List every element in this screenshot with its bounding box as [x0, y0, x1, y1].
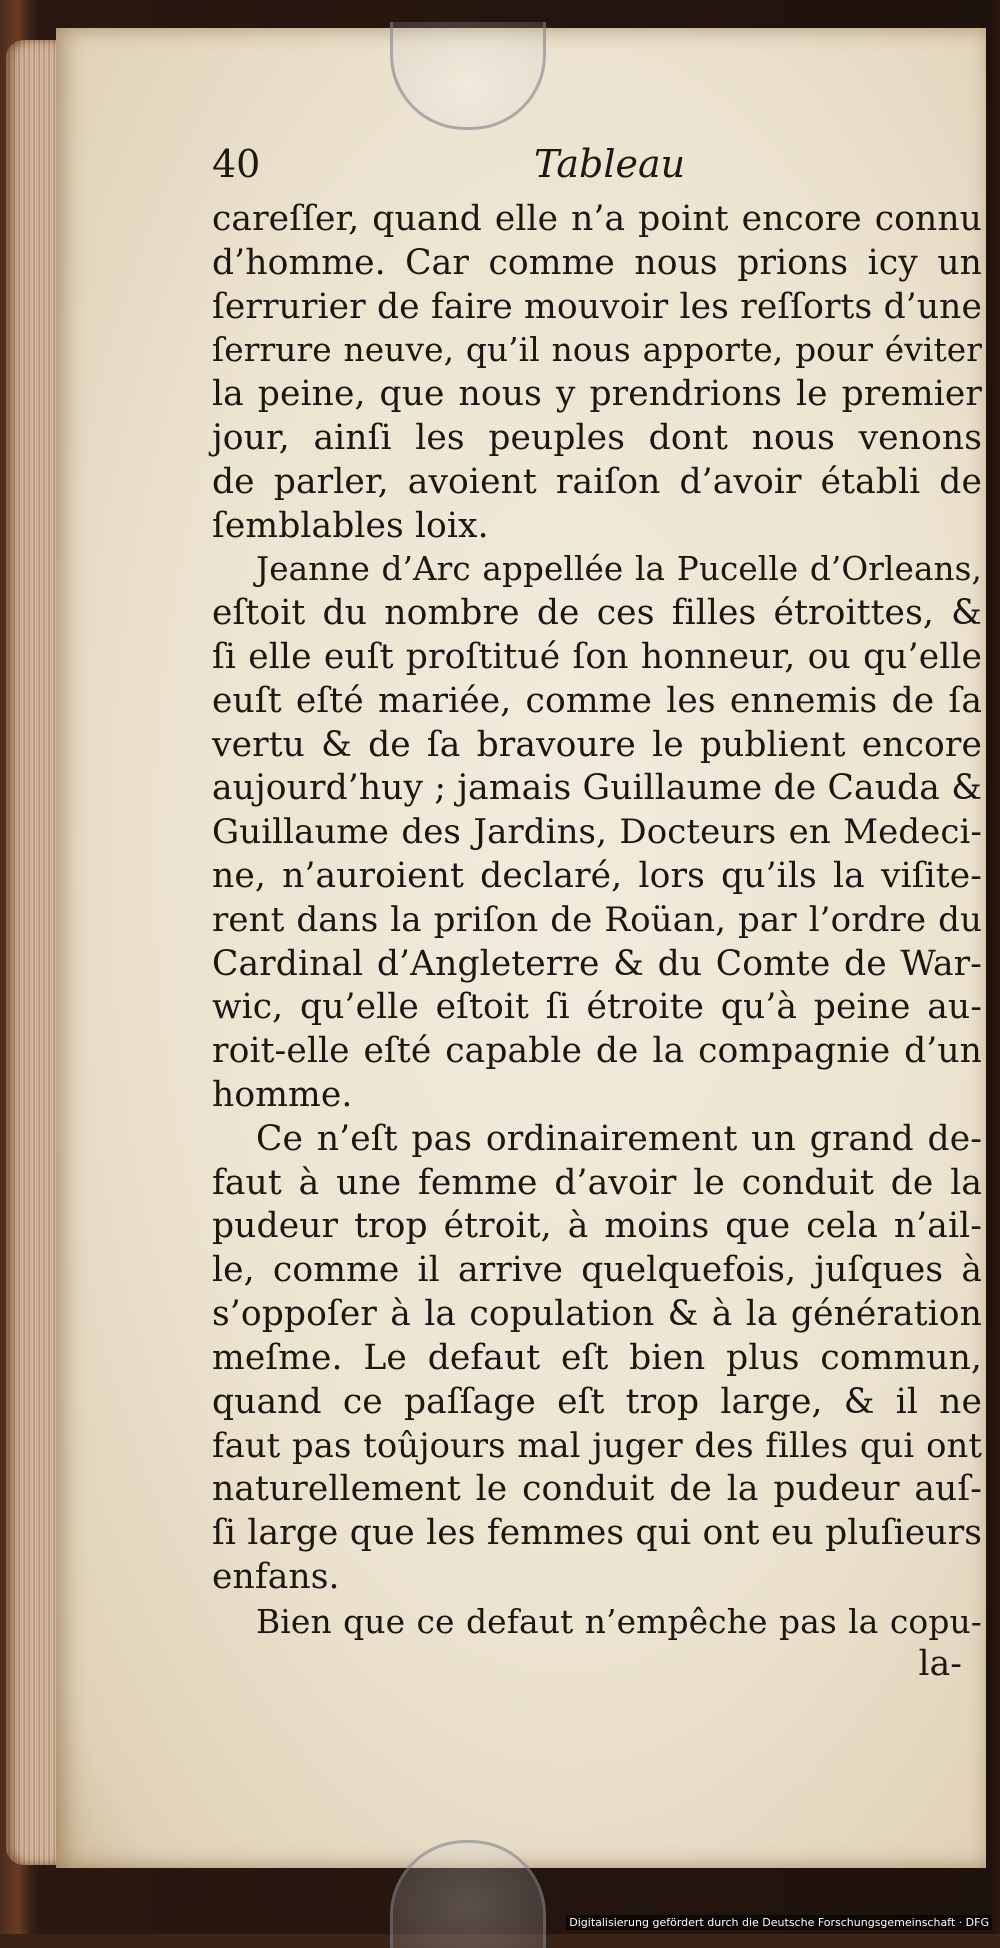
text-line: aujourd’huy ; jamais Guillaume de Cauda &	[212, 768, 982, 809]
text-line: eſtoit du nombre de ces filles étroittes, &	[212, 593, 982, 634]
text-line: ſemblables loix.	[212, 505, 489, 546]
text-line: Bien que ce defaut n’empêche pas la copu-	[256, 1601, 982, 1641]
text-line: pudeur trop étroit, à moins que cela n’ail-	[212, 1206, 982, 1247]
catchword: la-	[918, 1644, 962, 1685]
text-line: Guillaume des Jardins, Docteurs en Medeci-	[212, 812, 982, 853]
text-line: ne, n’auroient declaré, lors qu’ils la viſite-	[212, 855, 982, 896]
text-line: naturellement le conduit de la pudeur auſ-	[212, 1469, 982, 1510]
text-line: rent dans la priſon de Roüan, par l’ordre du	[212, 899, 982, 940]
page-number: 40	[212, 142, 261, 186]
page-header	[212, 142, 912, 198]
text-line: meſme. Le defaut eſt bien plus commun,	[212, 1337, 982, 1378]
text-line: s’oppoſer à la copulation & à la génération	[212, 1293, 982, 1334]
text-line: careſſer, quand elle n’a point encore connu	[212, 199, 982, 239]
text-line: ſerrurier de faire mouvoir les reſſorts d’une	[212, 286, 982, 327]
text-line: Jeanne d’Arc appellée la Pucelle d’Orleans,	[256, 550, 982, 589]
text-line: ſi elle euſt proſtitué ſon honneur, ou qu’elle	[212, 636, 982, 677]
text-line: faut à une femme d’avoir le conduit de la	[212, 1162, 982, 1203]
text-line: le, comme il arrive quelquefois, juſques à	[212, 1250, 982, 1291]
text-line: Cardinal d’Angleterre & du Comte de War-	[212, 943, 982, 984]
running-head: Tableau	[534, 142, 686, 186]
text-line: jour, ainſi les peuples dont nous venons	[212, 417, 982, 458]
body-text	[212, 198, 982, 1687]
text-line: ſerrure neuve, qu’il nous apporte, pour éviter	[212, 331, 982, 370]
text-line: ſi large que les femmes qui ont eu pluſieurs	[212, 1512, 982, 1553]
text-line: euſt eſté mariée, comme les ennemis de ſa	[212, 680, 982, 721]
digitization-footer: Digitalisierung gefördert durch die Deutsche Forschungsgemeinschaft · DFG	[566, 1915, 992, 1930]
text-line: roit-elle eſté capable de la compagnie d’un	[212, 1031, 982, 1072]
text-line: d’homme. Car comme nous prions icy un	[212, 242, 982, 283]
text-line: homme.	[212, 1074, 353, 1115]
text-line: quand ce paſſage eſt trop large, & il ne	[212, 1381, 982, 1422]
text-line: la peine, que nous y prendrions le premier	[212, 374, 982, 415]
text-line: wic, qu’elle eſtoit ſi étroite qu’à peine au-	[212, 987, 982, 1028]
text-line: faut pas toûjours mal juger des filles qui ont	[212, 1426, 982, 1466]
text-line: Ce n’eſt pas ordinairement un grand de-	[256, 1118, 982, 1159]
text-line: vertu & de ſa bravoure le publient encore	[212, 724, 982, 765]
text-line: enfans.	[212, 1556, 340, 1597]
text-line: de parler, avoient raiſon d’avoir établi de	[212, 461, 982, 502]
